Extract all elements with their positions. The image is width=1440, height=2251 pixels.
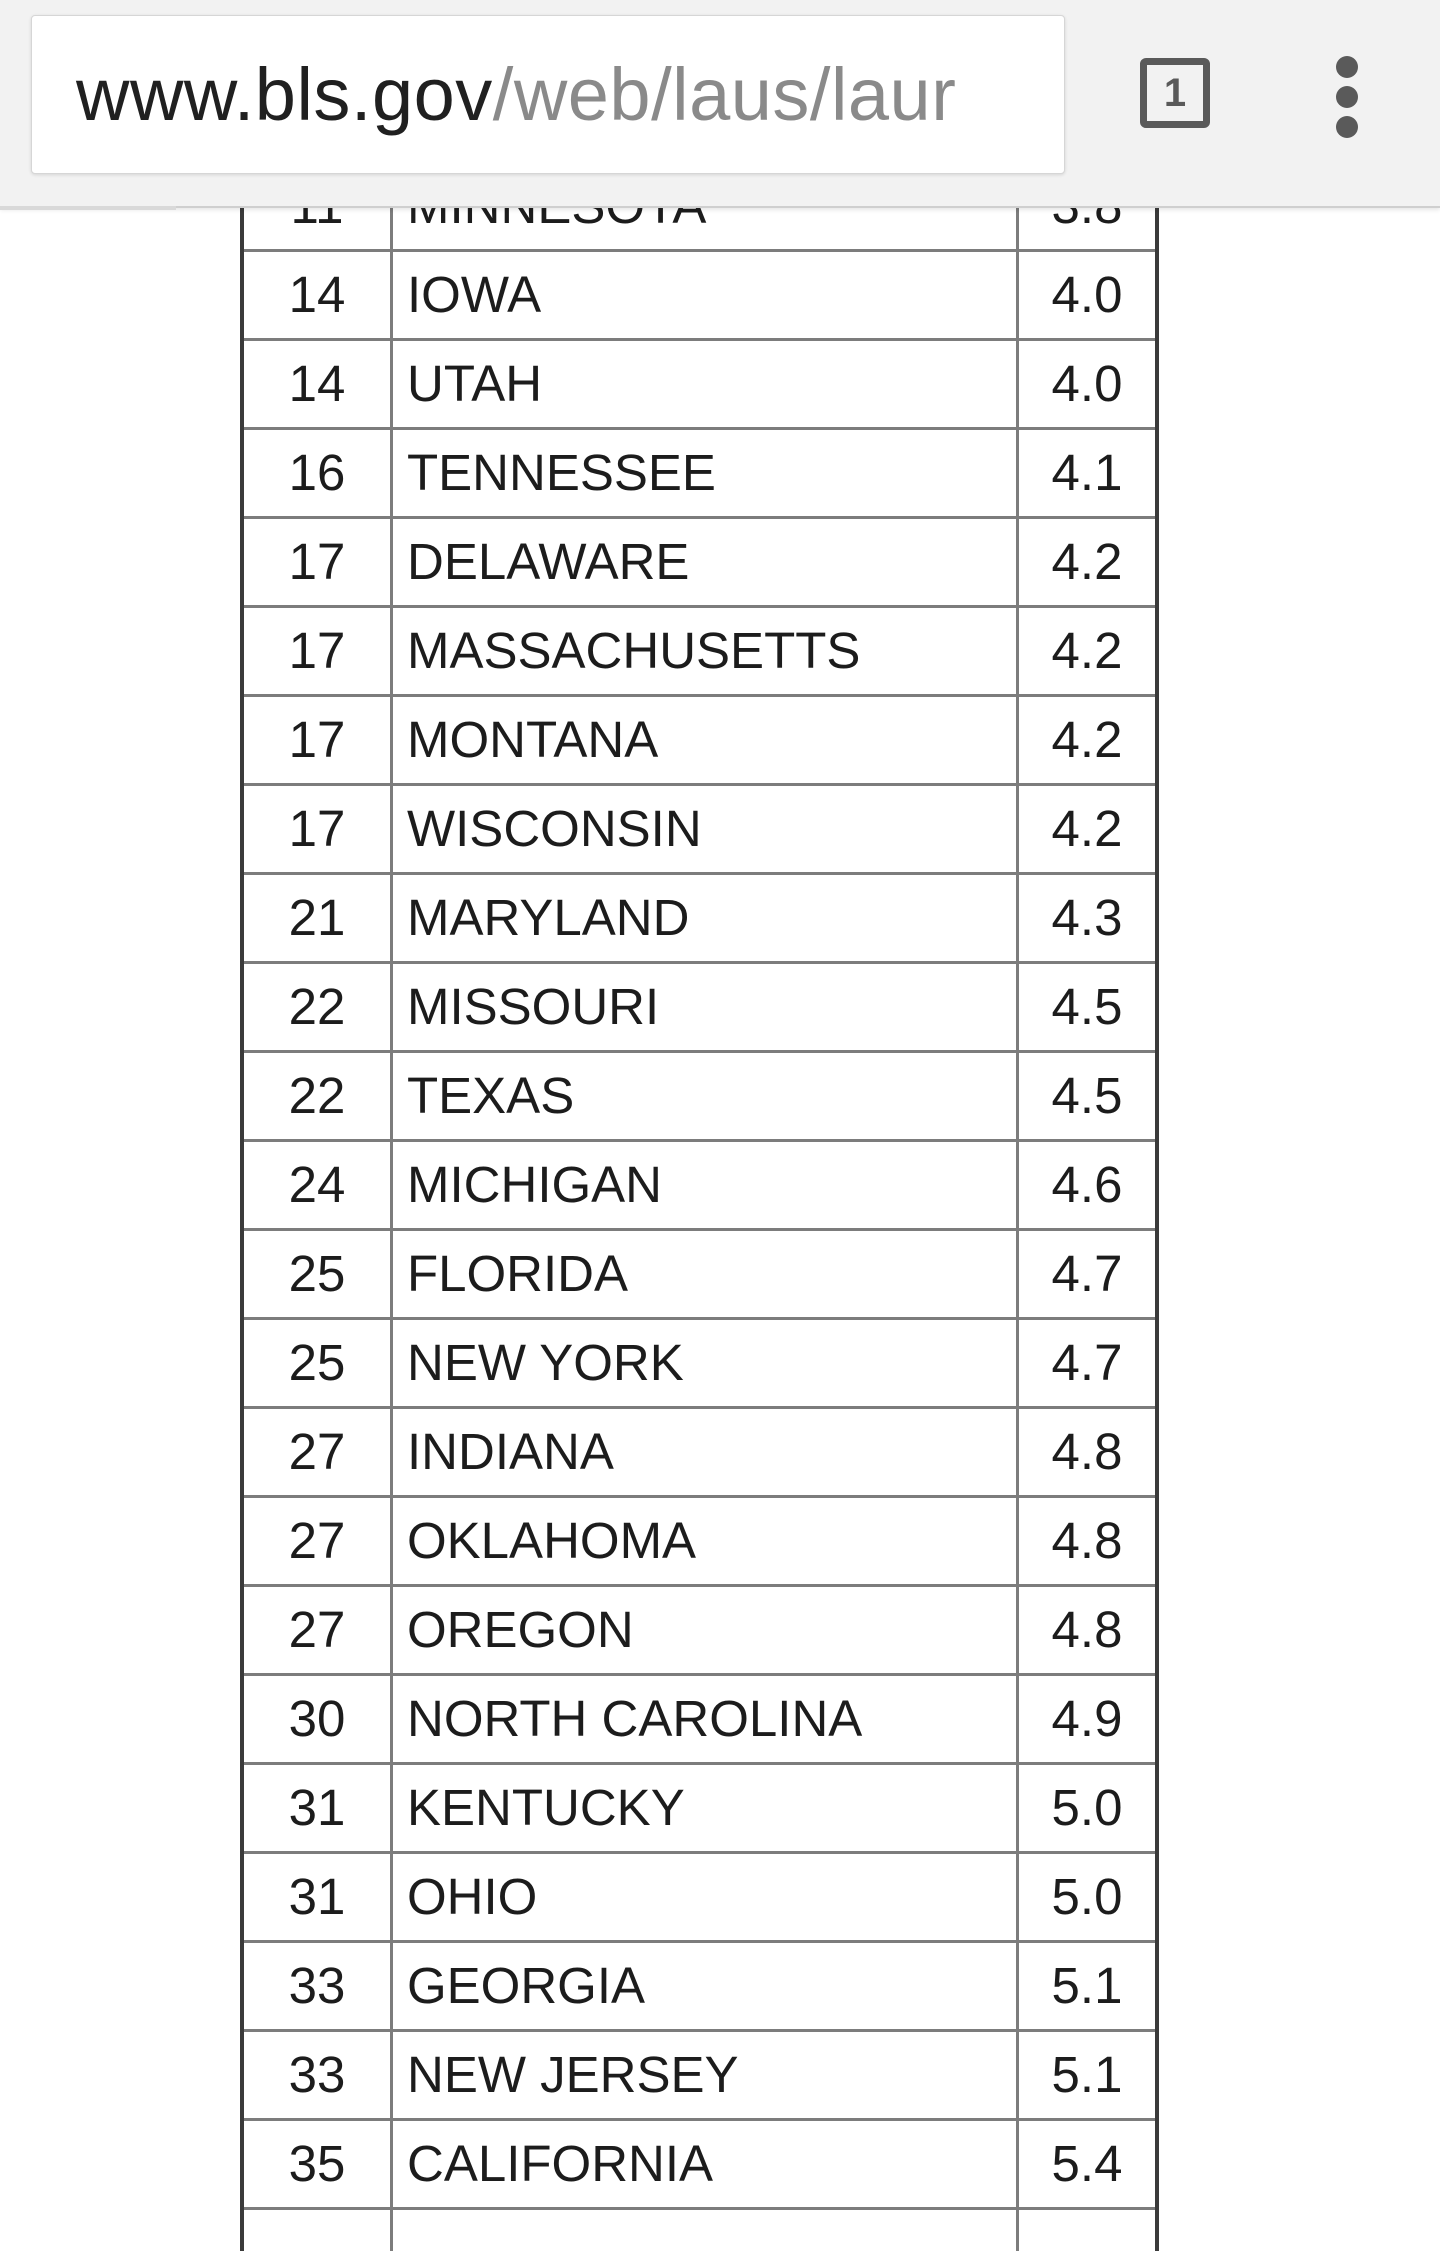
rate-cell	[1018, 2209, 1158, 2251]
table-row	[242, 2031, 1157, 2120]
rank-cell: 27	[242, 1586, 392, 1675]
rate-cell: 4.5	[1018, 963, 1158, 1052]
rate-cell: 5.1	[1018, 2031, 1158, 2120]
state-cell: DELAWARE	[392, 518, 1018, 607]
url-path: /web/laus/laur	[492, 53, 957, 136]
rank-cell: 22	[242, 1052, 392, 1141]
table-row	[242, 340, 1157, 429]
rate-cell: 5.0	[1018, 1853, 1158, 1942]
rate-cell: 5.1	[1018, 1942, 1158, 2031]
url-text	[76, 46, 956, 144]
menu-dot	[1336, 86, 1358, 108]
rank-cell: 31	[242, 1853, 392, 1942]
rate-cell: 4.2	[1018, 518, 1158, 607]
rate-cell: 4.6	[1018, 1141, 1158, 1230]
rank-cell: 21	[242, 874, 392, 963]
state-cell: OHIO	[392, 1853, 1018, 1942]
table-body	[242, 162, 1157, 2251]
state-cell: TENNESSEE	[392, 429, 1018, 518]
rank-cell	[242, 2209, 392, 2251]
browser-toolbar	[0, 0, 1440, 208]
state-cell: MASSACHUSETTS	[392, 607, 1018, 696]
state-cell: OKLAHOMA	[392, 1497, 1018, 1586]
rate-cell: 4.9	[1018, 1675, 1158, 1764]
menu-dot	[1336, 116, 1358, 138]
rate-cell: 4.2	[1018, 785, 1158, 874]
state-cell: CALIFORNIA	[392, 2120, 1018, 2209]
rank-cell: 17	[242, 696, 392, 785]
rank-cell: 35	[242, 2120, 392, 2209]
rank-cell: 25	[242, 1319, 392, 1408]
table-row	[242, 785, 1157, 874]
table-row	[242, 1141, 1157, 1230]
table-row	[242, 2120, 1157, 2209]
state-cell: MARYLAND	[392, 874, 1018, 963]
rank-cell: 30	[242, 1675, 392, 1764]
state-cell: MICHIGAN	[392, 1141, 1018, 1230]
rate-cell: 4.8	[1018, 1408, 1158, 1497]
address-bar[interactable]	[31, 15, 1065, 174]
rate-cell: 4.2	[1018, 607, 1158, 696]
menu-dot	[1336, 56, 1358, 78]
rate-cell: 4.7	[1018, 1230, 1158, 1319]
state-cell: WISCONSIN	[392, 785, 1018, 874]
rank-cell: 24	[242, 1141, 392, 1230]
state-cell: GEORGIA	[392, 1942, 1018, 2031]
table-row	[242, 1230, 1157, 1319]
rank-cell: 22	[242, 963, 392, 1052]
unemployment-rank-table-container[interactable]	[240, 160, 1141, 2251]
table-row	[242, 251, 1157, 340]
state-cell: MONTANA	[392, 696, 1018, 785]
table-row	[242, 429, 1157, 518]
state-cell: IOWA	[392, 251, 1018, 340]
rank-cell: 33	[242, 1942, 392, 2031]
table-row	[242, 518, 1157, 607]
table-row	[242, 1853, 1157, 1942]
rate-cell: 5.0	[1018, 1764, 1158, 1853]
rate-cell: 4.3	[1018, 874, 1158, 963]
rank-cell: 14	[242, 251, 392, 340]
rank-cell: 16	[242, 429, 392, 518]
table-row	[242, 1052, 1157, 1141]
table-row	[242, 696, 1157, 785]
rank-cell: 31	[242, 1764, 392, 1853]
table-row-partial	[242, 2209, 1157, 2251]
state-cell: NORTH CAROLINA	[392, 1675, 1018, 1764]
rank-cell: 17	[242, 518, 392, 607]
rate-cell: 4.7	[1018, 1319, 1158, 1408]
rank-cell: 33	[242, 2031, 392, 2120]
state-cell: FLORIDA	[392, 1230, 1018, 1319]
table-row	[242, 1408, 1157, 1497]
table-row	[242, 607, 1157, 696]
rank-cell: 14	[242, 340, 392, 429]
unemployment-rank-table	[240, 160, 1159, 2251]
rank-cell: 25	[242, 1230, 392, 1319]
table-row	[242, 1675, 1157, 1764]
state-cell: TEXAS	[392, 1052, 1018, 1141]
rank-cell: 17	[242, 607, 392, 696]
table-row	[242, 1942, 1157, 2031]
rate-cell: 4.8	[1018, 1497, 1158, 1586]
rate-cell: 4.8	[1018, 1586, 1158, 1675]
state-cell: INDIANA	[392, 1408, 1018, 1497]
state-cell: UTAH	[392, 340, 1018, 429]
page-load-progress-bar	[0, 206, 176, 210]
more-vert-icon[interactable]	[1320, 56, 1376, 138]
rate-cell: 4.5	[1018, 1052, 1158, 1141]
state-cell: OREGON	[392, 1586, 1018, 1675]
rank-cell: 27	[242, 1497, 392, 1586]
tab-switcher-icon[interactable]	[1140, 58, 1210, 128]
table-row	[242, 874, 1157, 963]
state-cell: NEW YORK	[392, 1319, 1018, 1408]
table-row	[242, 1764, 1157, 1853]
state-cell	[392, 2209, 1018, 2251]
table-row	[242, 1319, 1157, 1408]
url-host: www.bls.gov	[76, 53, 493, 136]
rate-cell: 4.1	[1018, 429, 1158, 518]
table-row	[242, 1497, 1157, 1586]
rank-cell: 27	[242, 1408, 392, 1497]
tab-count: 1	[1163, 70, 1187, 115]
state-cell: MISSOURI	[392, 963, 1018, 1052]
state-cell: NEW JERSEY	[392, 2031, 1018, 2120]
table-row	[242, 963, 1157, 1052]
rate-cell: 4.0	[1018, 340, 1158, 429]
rate-cell: 4.0	[1018, 251, 1158, 340]
table-row	[242, 1586, 1157, 1675]
rate-cell: 5.4	[1018, 2120, 1158, 2209]
rank-cell: 17	[242, 785, 392, 874]
rate-cell: 4.2	[1018, 696, 1158, 785]
state-cell: KENTUCKY	[392, 1764, 1018, 1853]
